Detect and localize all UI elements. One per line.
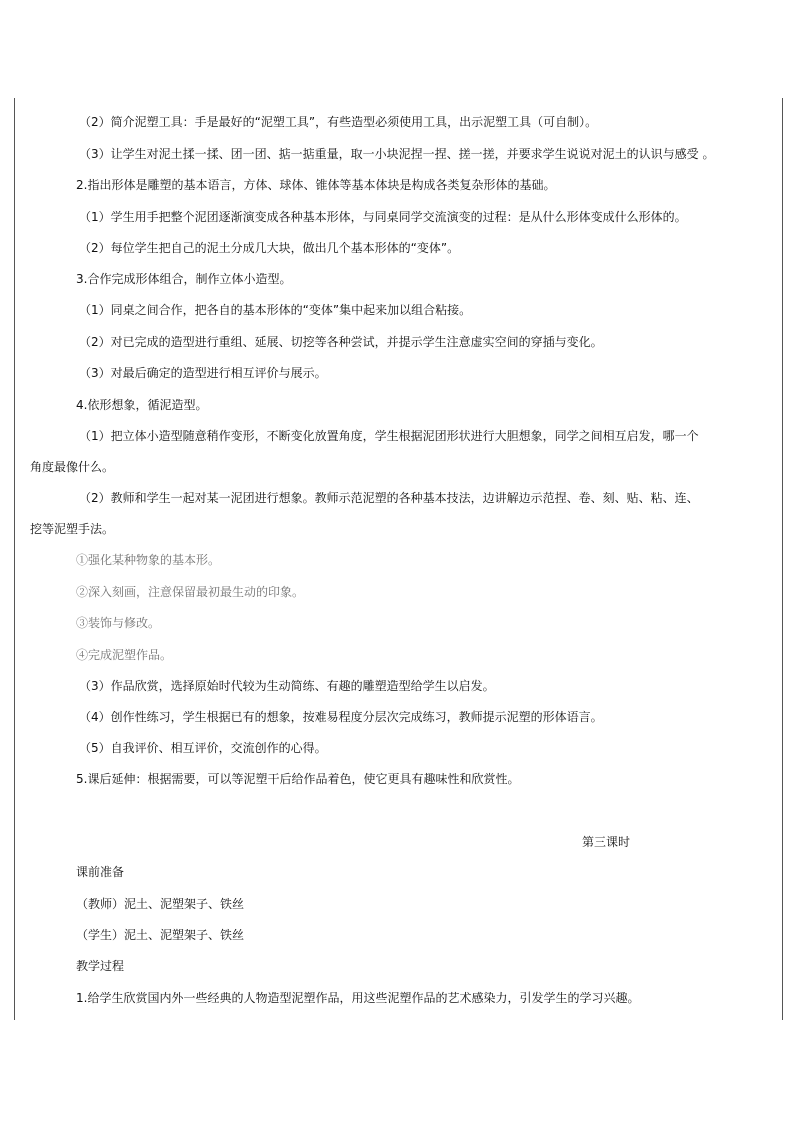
step-item-4: ④完成泥塑作品。 <box>76 648 173 662</box>
prep-teacher: （教师）泥土、泥塑架子、铁丝 <box>76 897 245 911</box>
section-heading-5: 5.课后延伸：根据需要，可以等泥塑干后给作品着色，使它更具有趣味性和欣赏性。 <box>76 772 520 786</box>
table-border-left <box>14 98 15 1020</box>
paragraph-restructure: （2）对已完成的造型进行重组、延展、切挖等各种尝试，并提示学生注意虚实空间的穿插与变化。 <box>79 335 603 349</box>
step-item-3: ③装饰与修改。 <box>76 616 161 630</box>
paragraph-imagine-1-cont: 角度最像什么。 <box>30 460 115 474</box>
paragraph-evaluate: （3）对最后确定的造型进行相互评价与展示。 <box>79 366 327 380</box>
paragraph-demo: （2）教师和学生一起对某一泥团进行想象。教师示范泥塑的各种基本技法，边讲解边示范捏、卷、刻、贴、粘、连、 <box>79 491 699 505</box>
prep-student: （学生）泥土、泥塑架子、铁丝 <box>76 928 245 942</box>
prep-heading: 课前准备 <box>76 865 125 879</box>
paragraph-self-eval: （5）自我评价、相互评价，交流创作的心得。 <box>79 741 327 755</box>
step-item-2: ②深入刻画，注意保留最初最生动的印象。 <box>76 585 305 599</box>
section-heading-2: 2.指出形体是雕塑的基本语言，方体、球体、锥体等基本体块是构成各类复杂形体的基础。 <box>76 178 556 192</box>
section-heading-4: 4.依形想象，循泥造型。 <box>76 398 208 412</box>
paragraph-appreciation: （3）作品欣赏，选择原始时代较为生动简练、有趣的雕塑造型给学生以启发。 <box>79 679 495 693</box>
paragraph-combine: （1）同桌之间合作，把各自的基本形体的“变体”集中起来加以组合粘接。 <box>79 303 472 317</box>
paragraph-variants: （2）每位学生把自己的泥土分成几大块，做出几个基本形体的“变体”。 <box>79 241 460 255</box>
table-border-right <box>782 98 783 1020</box>
lesson-heading: 第三课时 <box>582 835 631 849</box>
paragraph-basic-shapes: （1）学生用手把整个泥团逐渐演变成各种基本形体，与同桌同学交流演变的过程：是从什么形体变成什么形体的。 <box>79 210 687 224</box>
paragraph-feel-clay: （3）让学生对泥土揉一揉、团一团、掂一掂重量，取一小块泥捏一捏、搓一搓，并要求学生说说对泥土的认识与感受 。 <box>79 147 715 161</box>
step-item-1: ①强化某种物象的基本形。 <box>76 553 221 567</box>
paragraph-tools: （2）简介泥塑工具：手是最好的“泥塑工具”，有些造型必须使用工具，出示泥塑工具（可自制）。 <box>79 115 598 129</box>
process-heading: 教学过程 <box>76 959 125 973</box>
paragraph-imagine-1: （1）把立体小造型随意稍作变形，不断变化放置角度，学生根据泥团形状进行大胆想象，同学之间相互启发，哪一个 <box>79 429 699 443</box>
paragraph-demo-cont: 挖等泥塑手法。 <box>30 522 115 536</box>
paragraph-practice: （4）创作性练习，学生根据已有的想象，按难易程度分层次完成练习，教师提示泥塑的形体语言。 <box>79 710 603 724</box>
process-step-1: 1.给学生欣赏国内外一些经典的人物造型泥塑作品，用这些泥塑作品的艺术感染力，引发学生的学习兴趣。 <box>76 991 640 1005</box>
section-heading-3: 3.合作完成形体组合，制作立体小造型。 <box>76 272 292 286</box>
